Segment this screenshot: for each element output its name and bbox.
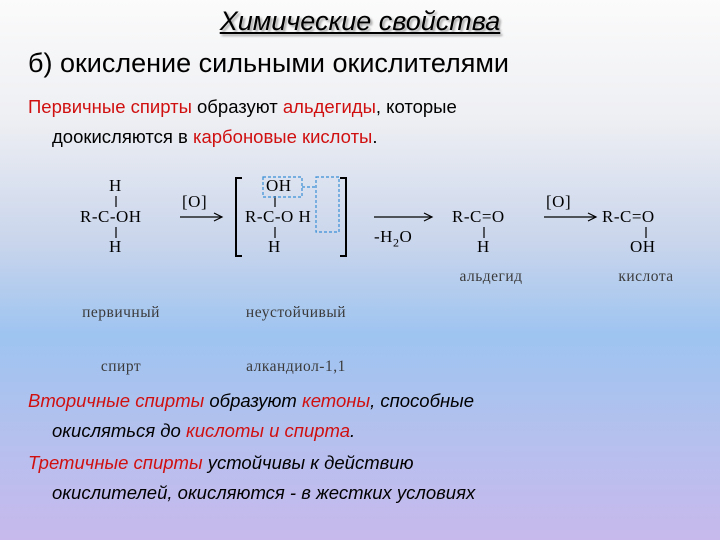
atom-h-top: H [109, 176, 122, 195]
formula-aldehyde: R-C=O [452, 207, 505, 226]
water-elimination-label [374, 227, 412, 250]
term-carboxylic-acids: карбоновые кислоты [192, 126, 373, 147]
text: O [399, 227, 413, 246]
paragraph-tertiary-alcohols [28, 448, 475, 508]
text: , способные [370, 390, 475, 411]
text: . [372, 126, 378, 147]
formula-acid: R-C=O [602, 207, 655, 226]
atom-h-bottom: H [477, 237, 490, 256]
text: , которые [375, 96, 457, 117]
caption-line: спирт [100, 358, 142, 375]
term-ketones: кетоны [301, 390, 371, 411]
text: окислителей, окисляются - в жестких условиях [52, 482, 476, 503]
text: -H [374, 227, 393, 246]
oxidant-label: [O] [546, 192, 572, 211]
caption-line: первичный [82, 304, 160, 321]
left-bracket [236, 178, 242, 256]
caption-line: неустойчивый [245, 304, 347, 321]
formula-primary-alcohol: R-C-OH [80, 207, 142, 226]
text: . [350, 420, 356, 441]
term-acid-and-alcohol: кислоты и спирта [185, 420, 351, 441]
formula-diol-left: R-C-O [245, 207, 294, 226]
atom-h-bottom: H [109, 237, 122, 256]
term-primary-alcohols: Первичные спирты [28, 96, 192, 117]
caption-aldehyde: альдегид [459, 268, 523, 285]
oxidant-label: [O] [182, 192, 208, 211]
text: образуют [191, 96, 283, 117]
text: окисляться до [52, 420, 186, 441]
formula-diol [245, 207, 311, 227]
text: доокисляются в [52, 126, 193, 147]
term-aldehydes: альдегиды [282, 96, 376, 117]
group-oh-bottom: OH [630, 237, 656, 256]
term-tertiary-alcohols: Третичные спирты [28, 452, 203, 473]
text: образуют [204, 390, 302, 411]
right-bracket [340, 178, 346, 256]
term-secondary-alcohols: Вторичные спирты [28, 390, 205, 411]
caption-line: алкандиол-1,1 [246, 358, 346, 375]
text: устойчивы к действию [202, 452, 414, 473]
slide-title: Химические свойства [219, 6, 501, 36]
slide-subtitle: б) окисление сильными окислителями [28, 48, 509, 78]
atom-h-bottom: H [268, 237, 281, 256]
group-oh-top: OH [266, 176, 292, 195]
subscript: 2 [392, 235, 400, 250]
atom-h-boxed: H [298, 207, 312, 226]
dashed-box-h [316, 177, 339, 232]
caption-acid: кислота [618, 268, 674, 285]
paragraph-secondary-alcohols [28, 386, 474, 446]
